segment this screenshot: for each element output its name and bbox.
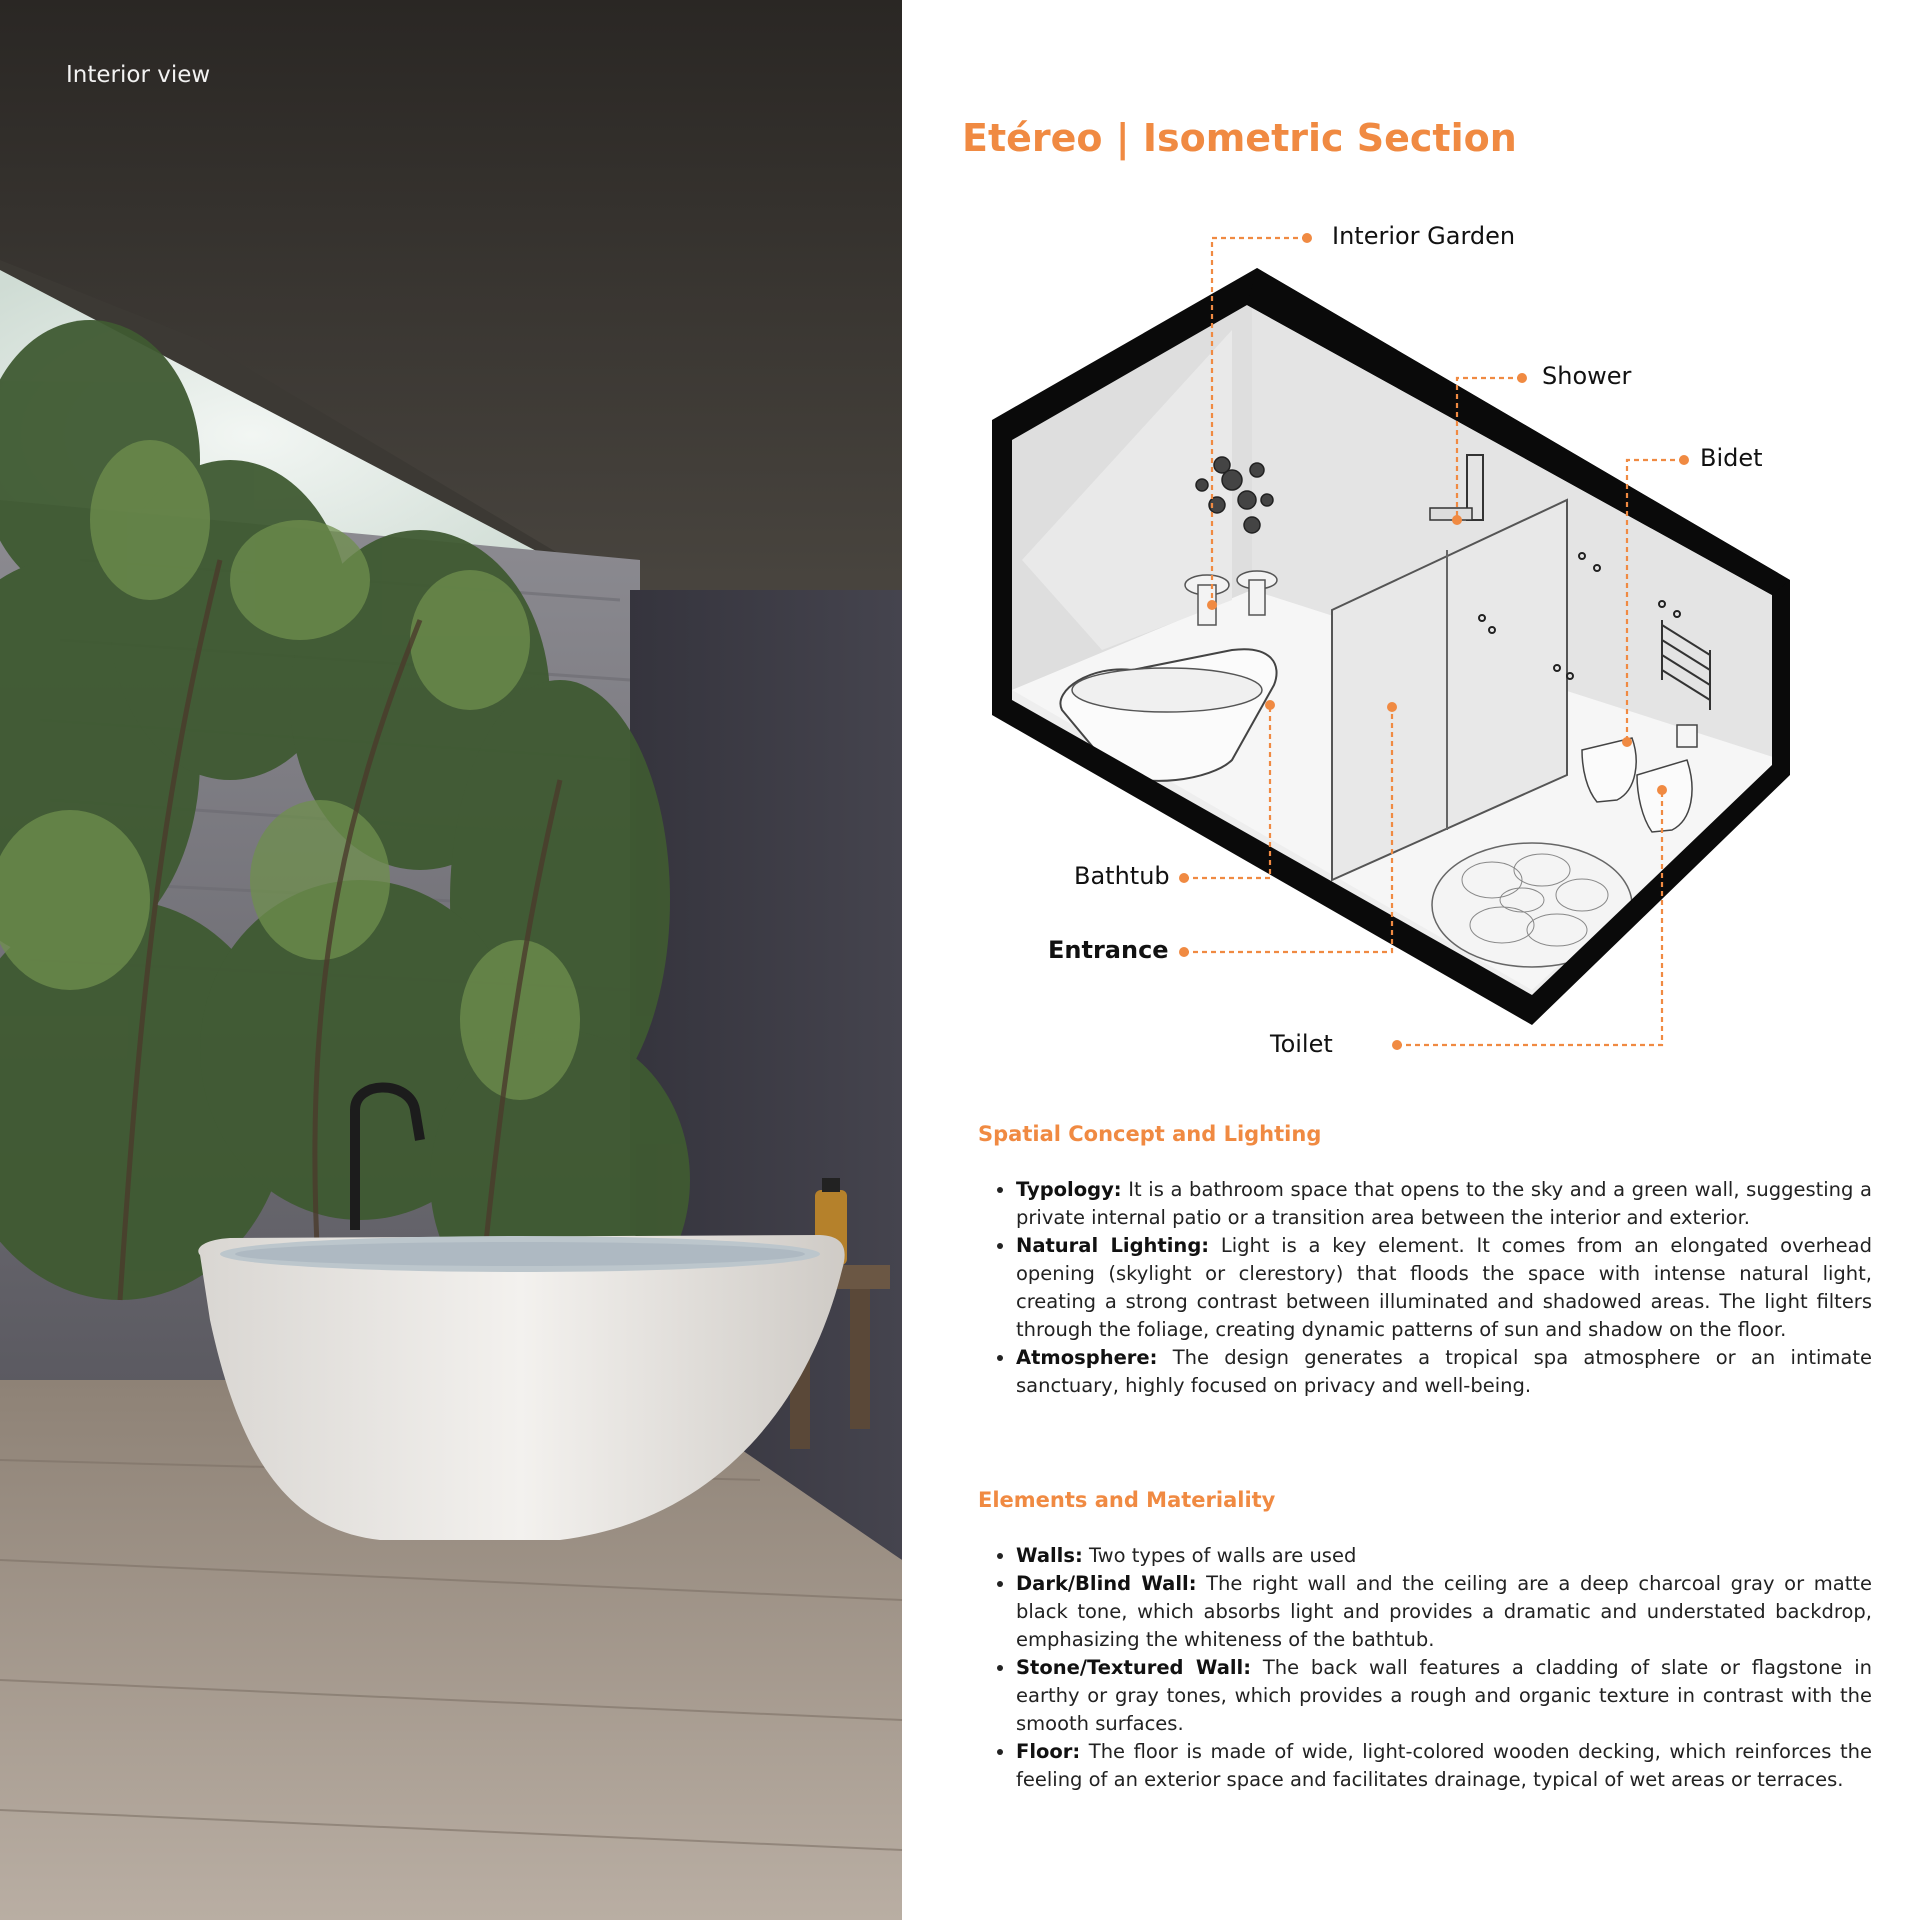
photo-label: Interior view — [66, 62, 211, 88]
spatial-concept-list — [978, 1176, 1872, 1400]
list-item-term: Natural Lighting: — [1016, 1234, 1210, 1257]
callout-bidet: Bidet — [1700, 444, 1763, 472]
section-heading-spatial: Spatial Concept and Lighting — [978, 1122, 1322, 1146]
list-item-term: Floor: — [1016, 1740, 1081, 1763]
list-item — [1016, 1344, 1872, 1400]
list-item-text: The floor is made of wide, light-colored wooden decking, which reinforces the feeling of an exterior space and facilitates drainage, typical of wet areas or terraces. — [1016, 1740, 1872, 1791]
page-title: Etéreo | Isometric Section — [962, 116, 1517, 160]
isometric-section-diagram — [902, 0, 1920, 1100]
callout-shower: Shower — [1542, 362, 1632, 390]
section-heading-materiality: Elements and Materiality — [978, 1488, 1276, 1512]
materiality-list — [978, 1542, 1872, 1794]
list-item-term: Atmosphere: — [1016, 1346, 1158, 1369]
callout-bathtub: Bathtub — [1074, 862, 1170, 890]
list-item-term: Stone/Textured Wall: — [1016, 1656, 1252, 1679]
list-item-term: Typology: — [1016, 1178, 1122, 1201]
list-item — [1016, 1570, 1872, 1654]
list-item-term: Dark/Blind Wall: — [1016, 1572, 1197, 1595]
callout-toilet: Toilet — [1270, 1030, 1333, 1058]
list-item — [1016, 1176, 1872, 1232]
list-item-text: Two types of walls are used — [1082, 1544, 1357, 1567]
section-panel — [902, 0, 1920, 1920]
interior-photo — [0, 0, 902, 1920]
list-item-text: The right wall and the ceiling are a deep charcoal gray or matte black tone, which absorbs light and provides a dramatic and understated backdrop, emphasizing the whiteness of the bathtub. — [1016, 1572, 1872, 1651]
list-item-term: Walls: — [1016, 1544, 1083, 1567]
list-item — [1016, 1542, 1872, 1570]
list-item-text: The design generates a tropical spa atmosphere or an intimate sanctuary, highly focused on privacy and well-being. — [1016, 1346, 1872, 1397]
callout-entrance: Entrance — [1048, 936, 1169, 964]
bathroom-render-image — [0, 0, 902, 1920]
list-item — [1016, 1232, 1872, 1344]
list-item — [1016, 1738, 1872, 1794]
list-item-text: It is a bathroom space that opens to the sky and a green wall, suggesting a private internal patio or a transition area between the interior and exterior. — [1016, 1178, 1872, 1229]
callout-interior-garden: Interior Garden — [1332, 222, 1516, 250]
list-item-text: The back wall features a cladding of slate or flagstone in earthy or gray tones, which provides a rough and organic texture in contrast with the smooth surfaces. — [1016, 1656, 1872, 1735]
list-item — [1016, 1654, 1872, 1738]
list-item-text: Light is a key element. It comes from an elongated overhead opening (skylight or clerestory) that floods the space with intense natural light, creating a strong contrast between illuminated and shadowed areas. The light filters through the foliage, creating dynamic patterns of sun and shadow on the floor. — [1016, 1234, 1872, 1341]
